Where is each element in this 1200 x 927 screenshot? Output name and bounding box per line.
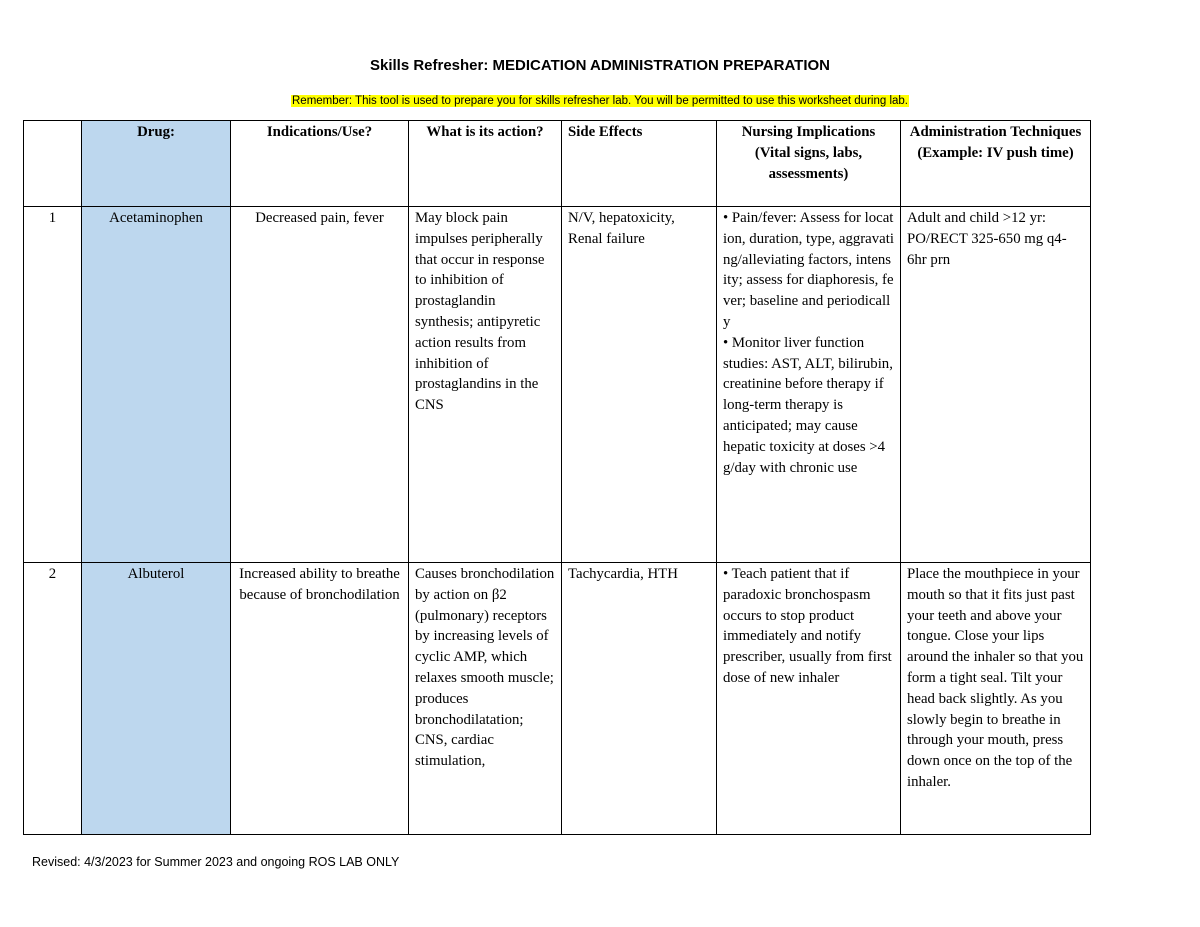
header-indications: Indications/Use? [231, 121, 409, 207]
header-nursing: Nursing Implications (Vital signs, labs, assessments) [717, 121, 901, 207]
nursing-cell [717, 207, 901, 563]
header-side-effects: Side Effects [562, 121, 717, 207]
drug-name: Acetaminophen [82, 207, 231, 563]
nursing-cell [717, 563, 901, 835]
table-header-row [24, 121, 1091, 207]
header-drug: Drug: [82, 121, 231, 207]
nursing-bullet: • Teach patient that if paradoxic bronchospasm occurs to stop product immediately and notify prescriber, usually from first dose of new inhaler [723, 566, 892, 686]
nursing-bullet: • Pain/fever: Assess for location, duration, type, aggravating/alleviating factors, intensity; assess for diaphoresis, fever; baseline and periodically [723, 210, 894, 330]
table-row [24, 207, 1091, 563]
admin-cell: Place the mouthpiece in your mouth so that it fits just past your teeth and above your tongue. Close your lips around the inhaler so that you form a tight seal. Tilt your head back slightly. As you slowly begin to breathe in through your mouth, press down once on the top of the inhaler. [901, 563, 1091, 835]
indications-cell: Increased ability to breathe because of bronchodilation [231, 563, 409, 835]
side-effects-cell: Tachycardia, HTH [562, 563, 717, 835]
revision-footer: Revised: 4/3/2023 for Summer 2023 and ongoing ROS LAB ONLY [32, 855, 400, 869]
header-action: What is its action? [409, 121, 562, 207]
reminder-highlight: Remember: This tool is used to prepare you for skills refresher lab. You will be permitted to use this worksheet during lab. [292, 95, 908, 107]
row-num: 2 [24, 563, 82, 835]
header-admin: Administration Techniques (Example: IV push time) [901, 121, 1091, 207]
admin-cell: Adult and child >12 yr: PO/RECT 325-650 mg q4-6hr prn [901, 207, 1091, 563]
nursing-bullet: • Monitor liver function studies: AST, ALT, bilirubin, creatinine before therapy if long-term therapy is anticipated; may cause hepatic toxicity at doses >4 g/day with chronic use [723, 334, 893, 476]
reminder-line [0, 91, 1200, 109]
medication-table [23, 120, 1091, 835]
action-cell: May block pain impulses peripherally that occur in response to inhibition of prostaglandin synthesis; antipyretic action results from inhibition of prostaglandins in the CNS [409, 207, 562, 563]
action-cell: Causes bronchodilation by action on β2 (pulmonary) receptors by increasing levels of cyclic AMP, which relaxes smooth muscle; produces bronchodilatation; CNS, cardiac stimulation, [409, 563, 562, 835]
header-num [24, 121, 82, 207]
table-row [24, 563, 1091, 835]
side-effects-cell: N/V, hepatoxicity, Renal failure [562, 207, 717, 563]
document-title: Skills Refresher: MEDICATION ADMINISTRATION PREPARATION [369, 57, 831, 74]
indications-cell: Decreased pain, fever [231, 207, 409, 563]
drug-name: Albuterol [82, 563, 231, 835]
row-num: 1 [24, 207, 82, 563]
